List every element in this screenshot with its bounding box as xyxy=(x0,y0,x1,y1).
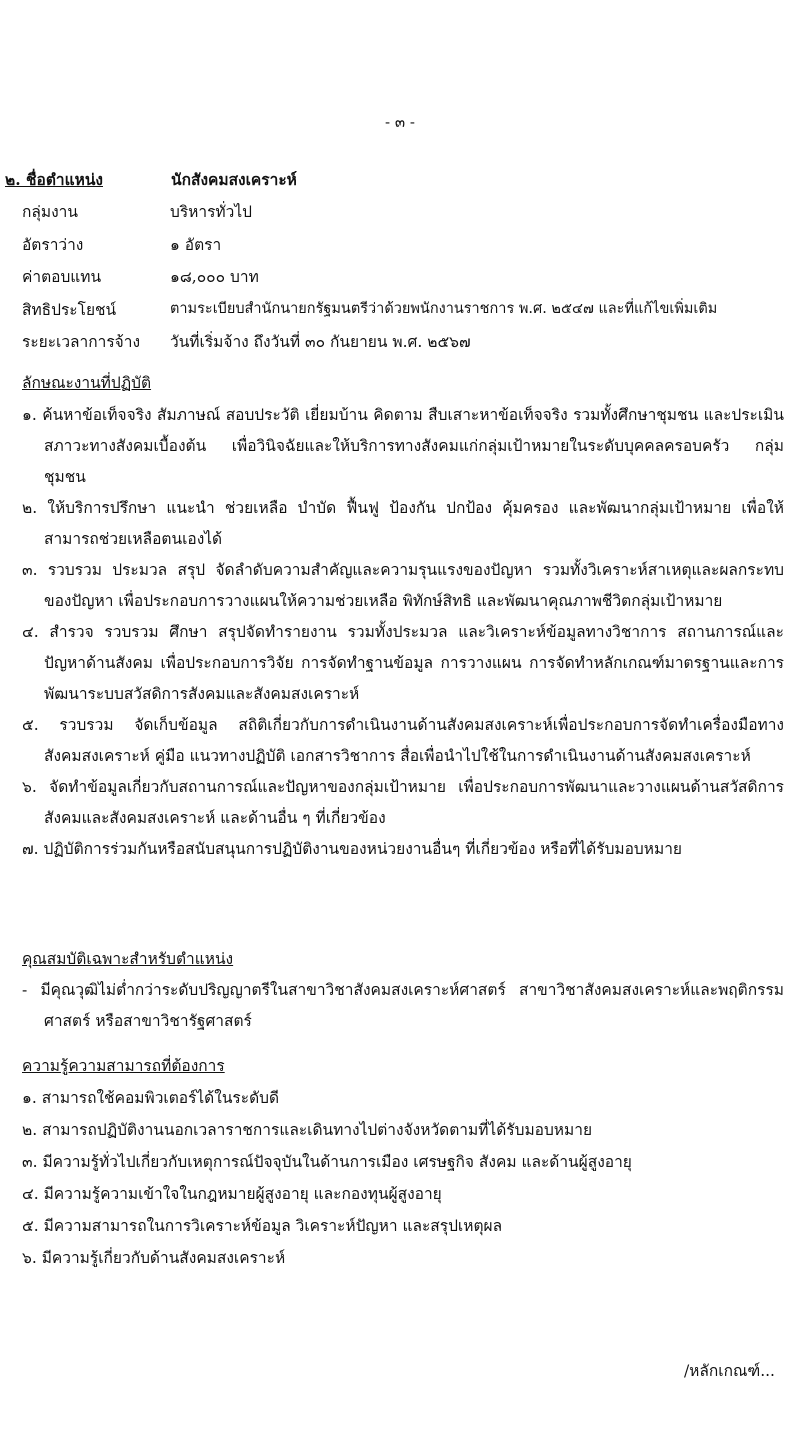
duties-list xyxy=(22,400,784,865)
duties-title: ลักษณะงานที่ปฏิบัติ xyxy=(22,374,152,392)
field-key: กลุ่มงาน xyxy=(22,203,78,221)
list-item: - มีคุณวุฒิไม่ต่ำกว่าระดับปริญญาตรีในสาขาวิชาสังคมสงเคราะห์ศาสตร์ สาขาวิชาสังคมสงเคราะห์และพฤติกรรมศาสตร์ หรือสาขาวิชารัฐศาสตร์ xyxy=(22,981,784,1030)
field-value: ๑๘,๐๐๐ บาท xyxy=(170,268,259,286)
list-item: ๗. ปฏิบัติการร่วมกันหรือสนับสนุนการปฏิบัติงานของหน่วยงานอื่นๆ ที่เกี่ยวข้อง หรือที่ได้รับมอบหมาย xyxy=(22,840,682,858)
field-value: ๑ อัตรา xyxy=(170,236,222,254)
list-item: ๓. มีความรู้ทั่วไปเกี่ยวกับเหตุการณ์ปัจจุบันในด้านการเมือง เศรษฐกิจ สังคม และด้านผู้สูงอายุ xyxy=(22,1153,632,1171)
qualifications-title: คุณสมบัติเฉพาะสำหรับตำแหน่ง xyxy=(22,950,234,968)
field-key: ระยะเวลาการจ้าง xyxy=(22,333,141,351)
field-key: สิทธิประโยชน์ xyxy=(22,301,117,319)
list-item: ๒. สามารถปฏิบัติงานนอกเวลาราชการและเดินทางไปต่างจังหวัดตามที่ได้รับมอบหมาย xyxy=(22,1121,593,1139)
field-value: บริหารทั่วไป xyxy=(170,203,252,221)
list-item: ๕. มีความสามารถในการวิเคราะห์ข้อมูล วิเคราะห์ปัญหา และสรุปเหตุผล xyxy=(22,1217,503,1235)
qualifications-list xyxy=(22,975,784,1037)
list-item: ๑. ค้นหาข้อเท็จจริง สัมภาษณ์ สอบประวัติ เยี่ยมบ้าน คิดตาม สืบเสาะหาข้อเท็จจริง รวมทั้งศึกษาชุมชน และประเมินสภาวะทางสังคมเบื้องต้น เพื่อวินิจฉัยและให้บริการทางสังคมแก่กลุ่มเป้าหมายในระดับบุคคลครอบครัว กลุ่ม ชุมชน xyxy=(22,406,784,486)
page-number: - ๓ - xyxy=(385,113,415,131)
list-item: ๖. มีความรู้เกี่ยวกับด้านสังคมสงเคราะห์ xyxy=(22,1249,286,1267)
field-value: ตามระเบียบสำนักนายกรัฐมนตรีว่าด้วยพนักงานราชการ พ.ศ. ๒๕๔๗ และที่แก้ไขเพิ่มเติม xyxy=(170,301,718,317)
position-label: ๒. ชื่อตำแหน่ง xyxy=(5,170,103,189)
field-key: อัตราว่าง xyxy=(22,236,84,254)
list-item: ๒. ให้บริการปรึกษา แนะนำ ช่วยเหลือ บำบัด ฟื้นฟู ป้องกัน ปกป้อง คุ้มครอง และพัฒนากลุ่มเป้าหมาย เพื่อให้สามารถช่วยเหลือตนเองได้ xyxy=(22,499,784,548)
list-item: ๑. สามารถใช้คอมพิวเตอร์ได้ในระดับดี xyxy=(22,1089,280,1107)
list-item: ๕. รวบรวม จัดเก็บข้อมูล สถิติเกี่ยวกับการดำเนินงานด้านสังคมสงเคราะห์เพื่อประกอบการจัดทำเครื่องมือทางสังคมสงเคราะห์ คู่มือ แนวทางปฏิบัติ เอกสารวิชาการ สื่อเพื่อนำไปใช้ในการดำเนินงานด้านสังคมสงเคราะห์ xyxy=(22,716,784,765)
field-value: วันที่เริ่มจ้าง ถึงวันที่ ๓๐ กันยายน พ.ศ. ๒๕๖๗ xyxy=(170,333,471,351)
position-title: นักสังคมสงเคราะห์ xyxy=(171,170,297,189)
list-item: ๖. จัดทำข้อมูลเกี่ยวกับสถานการณ์และปัญหาของกลุ่มเป้าหมาย เพื่อประกอบการพัฒนาและวางแผนด้านสวัสดิการสังคมและสังคมสงเคราะห์ และด้านอื่น ๆ ที่เกี่ยวข้อง xyxy=(22,778,784,827)
continuation-note: /หลักเกณฑ์... xyxy=(683,1362,775,1380)
list-item: ๓. รวบรวม ประมวล สรุป จัดลำดับความสำคัญและความรุนแรงของปัญหา รวมทั้งวิเคราะห์สาเหตุและผลกระทบของปัญหา เพื่อประกอบการวางแผนให้ความช่วยเหลือ พิทักษ์สิทธิ และพัฒนาคุณภาพชีวิตกลุ่มเป้าหมาย xyxy=(22,561,784,610)
skills-list xyxy=(22,1082,784,1274)
list-item: ๔. สำรวจ รวบรวม ศึกษา สรุปจัดทำรายงาน รวมทั้งประมวล และวิเคราะห์ข้อมูลทางวิชาการ สถานการณ์และปัญหาด้านสังคม เพื่อประกอบการวิจัย การจัดทำฐานข้อมูล การวางแผน การจัดทำหลักเกณฑ์มาตรฐานและการพัฒนาระบบสวัสดิการสังคมและสังคมสงเคราะห์ xyxy=(22,623,784,703)
list-item: ๔. มีความรู้ความเข้าใจในกฎหมายผู้สูงอายุ และกองทุนผู้สูงอายุ xyxy=(22,1185,442,1203)
skills-title: ความรู้ความสามารถที่ต้องการ xyxy=(22,1057,225,1075)
field-key: ค่าตอบแทน xyxy=(22,268,102,286)
